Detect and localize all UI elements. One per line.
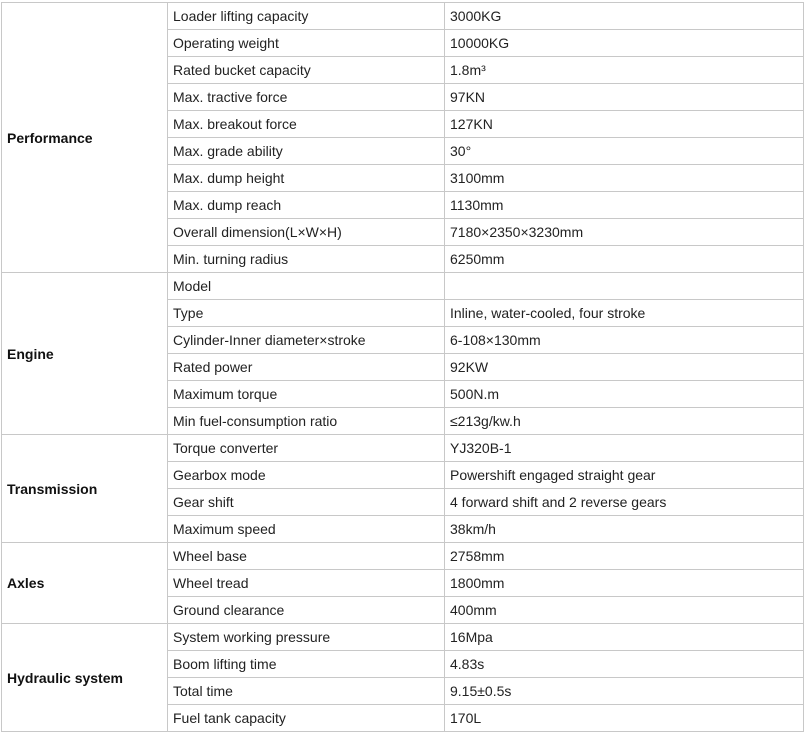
param-name: Max. grade ability <box>168 138 445 165</box>
param-name: Min fuel-consumption ratio <box>168 408 445 435</box>
param-value: 4.83s <box>445 651 804 678</box>
param-name: Torque converter <box>168 435 445 462</box>
section-label: Performance <box>2 3 168 273</box>
param-value: 3100mm <box>445 165 804 192</box>
param-value: Inline, water-cooled, four stroke <box>445 300 804 327</box>
param-value: 97KN <box>445 84 804 111</box>
table-row <box>2 3 804 30</box>
param-value: YJ320B-1 <box>445 435 804 462</box>
param-name: Max. dump reach <box>168 192 445 219</box>
param-value: Powershift engaged straight gear <box>445 462 804 489</box>
param-name: Loader lifting capacity <box>168 3 445 30</box>
param-name: Rated power <box>168 354 445 381</box>
param-name: Fuel tank capacity <box>168 705 445 732</box>
param-value: 9.15±0.5s <box>445 678 804 705</box>
param-value: 6250mm <box>445 246 804 273</box>
section-label: Engine <box>2 273 168 435</box>
table-row <box>2 435 804 462</box>
param-name: Max. tractive force <box>168 84 445 111</box>
param-name: Boom lifting time <box>168 651 445 678</box>
param-name: System working pressure <box>168 624 445 651</box>
param-name: Gearbox mode <box>168 462 445 489</box>
param-name: Overall dimension(L×W×H) <box>168 219 445 246</box>
param-value: 127KN <box>445 111 804 138</box>
param-name: Max. breakout force <box>168 111 445 138</box>
param-name: Wheel base <box>168 543 445 570</box>
param-name: Total time <box>168 678 445 705</box>
param-value: 500N.m <box>445 381 804 408</box>
param-name: Ground clearance <box>168 597 445 624</box>
spec-table <box>1 2 804 732</box>
param-value: 2758mm <box>445 543 804 570</box>
section-label: Hydraulic system <box>2 624 168 732</box>
param-name: Max. dump height <box>168 165 445 192</box>
param-name: Cylinder-Inner diameter×stroke <box>168 327 445 354</box>
param-value: 6-108×130mm <box>445 327 804 354</box>
param-value: 4 forward shift and 2 reverse gears <box>445 489 804 516</box>
param-name: Wheel tread <box>168 570 445 597</box>
param-value <box>445 273 804 300</box>
param-name: Gear shift <box>168 489 445 516</box>
param-value: 1130mm <box>445 192 804 219</box>
param-name: Model <box>168 273 445 300</box>
param-value: 10000KG <box>445 30 804 57</box>
param-value: 1.8m³ <box>445 57 804 84</box>
param-value: 3000KG <box>445 3 804 30</box>
param-name: Maximum torque <box>168 381 445 408</box>
param-name: Type <box>168 300 445 327</box>
table-row <box>2 624 804 651</box>
section-label: Transmission <box>2 435 168 543</box>
param-value: ≤213g/kw.h <box>445 408 804 435</box>
param-name: Min. turning radius <box>168 246 445 273</box>
param-value: 400mm <box>445 597 804 624</box>
param-name: Rated bucket capacity <box>168 57 445 84</box>
param-value: 1800mm <box>445 570 804 597</box>
spec-table-body <box>2 3 804 732</box>
param-value: 170L <box>445 705 804 732</box>
section-label: Axles <box>2 543 168 624</box>
param-value: 38km/h <box>445 516 804 543</box>
param-value: 30° <box>445 138 804 165</box>
param-value: 7180×2350×3230mm <box>445 219 804 246</box>
param-name: Maximum speed <box>168 516 445 543</box>
param-value: 92KW <box>445 354 804 381</box>
table-row <box>2 273 804 300</box>
table-row <box>2 543 804 570</box>
param-name: Operating weight <box>168 30 445 57</box>
param-value: 16Mpa <box>445 624 804 651</box>
